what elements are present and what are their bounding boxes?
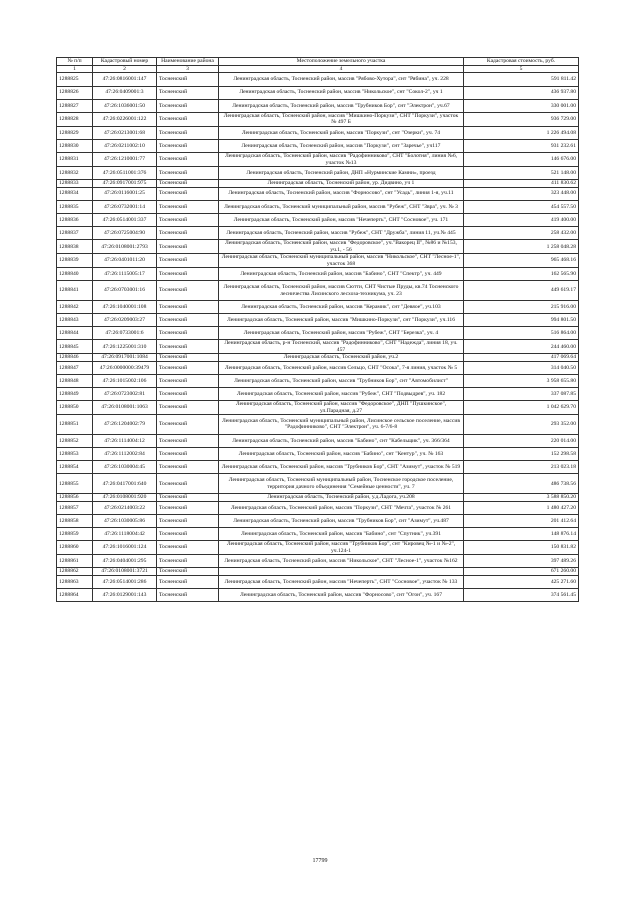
district-name: Тосненский [157,73,219,86]
cadastral-number: 47:26:0108001:1063 [93,401,157,415]
district-name: Тосненский [157,300,219,313]
cadastral-number: 47:26:1204002:79 [93,415,157,435]
row-number: 1288829 [57,126,93,139]
district-name: Тосненский [157,86,219,99]
location: Ленинградская область, Тосненский район, массив "Форносово", снт "Огон", уч. 167 [219,588,464,601]
cadastral-number: 47:26:0417001:640 [93,474,157,494]
location: Ленинградская область, Тосненский район, массив "Рубеж", СНТ "Березка", уч. 4 [219,327,464,340]
row-number: 1288857 [57,501,93,514]
cadastral-number: 47:26:1015002:106 [93,374,157,387]
row-number: 1288843 [57,314,93,327]
cadastral-value: 314 040.50 [464,361,579,374]
location: Ленинградская область, Тосненский район, массив "Поркузи", снт "Заречье", уч117 [219,139,464,152]
table-row [57,227,579,240]
table-row [57,340,579,354]
cadastral-value: 936 729.00 [464,112,579,126]
cadastral-value: 3 958 655.80 [464,374,579,387]
cadastral-number: 47:26:0108001:2793 [93,240,157,254]
location: Ленинградская область, Тосненский район, массив "Поркузи", снт "Озерки", уч. 74 [219,126,464,139]
cadastral-value: 417 069.64 [464,354,579,361]
row-number: 1288846 [57,354,93,361]
district-name: Тосненский [157,213,219,226]
row-number: 1288840 [57,267,93,280]
cadastral-value: 486 738.56 [464,474,579,494]
header-location: Местоположение земельного участка [219,58,464,66]
location: Ленинградская область, р-н Тосненский, массив "Радофинниково", СНТ "Надежда", линия 18, уч. 457 [219,340,464,354]
cadastral-number: 47:26:0917001:1084 [93,354,157,361]
row-number: 1288861 [57,555,93,568]
table-row [57,555,579,568]
location: Ленинградская область, Тосненский район, массив "Радофинниково", СНТ "Болотня", линия №6, участок №13 [219,153,464,167]
cadastral-value: 1 042 629.70 [464,401,579,415]
district-name: Тосненский [157,187,219,200]
cadastral-value: 152 298.58 [464,448,579,461]
cadastral-value: 965 468.16 [464,254,579,268]
row-number: 1288864 [57,588,93,601]
row-number: 1288832 [57,166,93,179]
cadastral-number: 47:26:0108001:3721 [93,568,157,575]
column-number: 5 [464,66,579,73]
table-row [57,300,579,313]
row-number: 1288851 [57,415,93,435]
row-number: 1288855 [57,474,93,494]
location: Ленинградская область, Тосненский муниципальный район, Тосненское городское поселение, территория дачного объединения "Семейные ценности", уч. 7 [219,474,464,494]
row-number: 1288854 [57,461,93,474]
cadastral-number: 47:26:0401011:20 [93,254,157,268]
cadastral-value: 374 561.45 [464,588,579,601]
district-name: Тосненский [157,153,219,167]
district-name: Тосненский [157,461,219,474]
cadastral-value: 994 801.50 [464,314,579,327]
location: Ленинградская область, Тосненский район, массив "Бабино", снт "Кабельщик", уч. 366/364 [219,434,464,447]
table-row [57,474,579,494]
cadastral-number: 47:26:1030004:45 [93,461,157,474]
row-number: 1288839 [57,254,93,268]
row-number: 1288847 [57,361,93,374]
table-row [57,494,579,501]
district-name: Тосненский [157,568,219,575]
row-number: 1288863 [57,575,93,588]
row-number: 1288848 [57,374,93,387]
cadastral-value: 201 412.64 [464,514,579,527]
cadastral-value: 1 258 048.28 [464,240,579,254]
district-name: Тосненский [157,166,219,179]
district-name: Тосненский [157,501,219,514]
cadastral-value: 1 480 427.20 [464,501,579,514]
cadastral-value: 397 489.26 [464,555,579,568]
table-row [57,568,579,575]
cadastral-value: 323 448.00 [464,187,579,200]
cadastral-value: 454 557.50 [464,200,579,213]
location: Ленинградская область, Тосненский район, массив "Бабино", снт "Спутник", уч.391 [219,528,464,541]
cadastral-value: 330 001.00 [464,99,579,112]
table-row [57,187,579,200]
table-row [57,314,579,327]
cadastral-value: 931 232.61 [464,139,579,152]
table-row [57,153,579,167]
cadastral-value: 521 148.00 [464,166,579,179]
table-row [57,374,579,387]
column-number-row [57,66,579,73]
district-name: Тосненский [157,388,219,401]
cadastral-number: 47:26:0000000:39479 [93,361,157,374]
cadastral-value: 3 588 850.20 [464,494,579,501]
district-name: Тосненский [157,494,219,501]
row-number: 1288853 [57,448,93,461]
cadastral-number: 47:26:0733001:6 [93,327,157,340]
location: Ленинградская область, Тосненский район, массив "Трубников Бор", СНТ "Азимут", участок № 519 [219,461,464,474]
cadastral-number: 47:26:1210001:77 [93,153,157,167]
location: Ленинградская область, Тосненский район, массив "Нечеперть", СНТ "Сосновое", участок № 133 [219,575,464,588]
cadastral-number: 47:26:1112002:84 [93,448,157,461]
location: Ленинградская область, Тосненский район, массив "Рябово-Хутора", снт "Рябина", уч. 228 [219,73,464,86]
district-name: Тосненский [157,401,219,415]
table-body [57,73,579,602]
table-row [57,112,579,126]
cadastral-number: 47:26:0209003:27 [93,314,157,327]
table-row [57,281,579,301]
district-name: Тосненский [157,448,219,461]
location [219,568,464,575]
cadastral-value: 150 831.82 [464,541,579,555]
table-row [57,501,579,514]
table-row [57,528,579,541]
district-name: Тосненский [157,588,219,601]
district-name: Тосненский [157,415,219,435]
cadastral-number: 47:26:0409001:3 [93,86,157,99]
cadastral-value: 146 676.00 [464,153,579,167]
row-number: 1288836 [57,213,93,226]
table-row [57,180,579,187]
table-row [57,354,579,361]
location: Ленинградская область, Тосненский район, массив "Мишкино-Поркузи", снт "Поркузи", уч.116 [219,314,464,327]
cadastral-number: 47:26:1114004:12 [93,434,157,447]
header-row [57,58,579,66]
table-row [57,415,579,435]
district-name: Тосненский [157,541,219,555]
row-number: 1288860 [57,541,93,555]
location: Ленинградская область, Тосненский район, массив "Бабино", СНТ "Спектр", уч. 449 [219,267,464,280]
district-name: Тосненский [157,474,219,494]
district-name: Тосненский [157,514,219,527]
district-name: Тосненский [157,180,219,187]
row-number: 1288844 [57,327,93,340]
row-number: 1288845 [57,340,93,354]
location: Ленинградская область, Тосненский район, массив "Никольское", СНТ "Лесное-1", участок №162 [219,555,464,568]
row-number: 1288856 [57,494,93,501]
location: Ленинградская область, Тосненский район, массив Сельцо, СНТ "Осока", 7-я линия, участок № 5 [219,361,464,374]
table-row [57,434,579,447]
cadastral-value: 148 876.14 [464,528,579,541]
table-row [57,73,579,86]
table-row [57,327,579,340]
cadastral-number: 47:26:1036001:50 [93,99,157,112]
district-name: Тосненский [157,354,219,361]
district-name: Тосненский [157,99,219,112]
row-number: 1288837 [57,227,93,240]
cadastral-number: 47:26:0214003:22 [93,501,157,514]
location: Ленинградская область, Тосненский район, массив "Рубеж", СНТ "Подвыдрев", уч. 182 [219,388,464,401]
cadastral-number: 47:26:0213001:68 [93,126,157,139]
table-row [57,514,579,527]
cadastral-value: 425 271.60 [464,575,579,588]
row-number: 1288842 [57,300,93,313]
column-number: 2 [93,66,157,73]
cadastral-value: 1 226 494.08 [464,126,579,139]
district-name: Тосненский [157,240,219,254]
row-number: 1288835 [57,200,93,213]
location: Ленинградская область, Тосненский район, массив "Никольское", снт "Сокол-2", уч 1 [219,86,464,99]
header-cadastral-number: Кадастровый номер [93,58,157,66]
header-cadastral-value: Кадастровая стоимость, руб. [464,58,579,66]
district-name: Тосненский [157,575,219,588]
cadastral-number: 47:26:0404001:295 [93,555,157,568]
location: Ленинградская область, Тосненский район, ур. Дидвино, уч 1 [219,180,464,187]
table-row [57,86,579,99]
table-row [57,240,579,254]
cadastral-number: 47:26:1030005:86 [93,514,157,527]
cadastral-number: 47:26:0514001:286 [93,575,157,588]
row-number: 1288858 [57,514,93,527]
table-row [57,388,579,401]
table-row [57,166,579,179]
district-name: Тосненский [157,434,219,447]
column-number: 4 [219,66,464,73]
cadastral-value: 215 916.00 [464,300,579,313]
column-number: 1 [57,66,93,73]
cadastral-number: 47:26:0703001:16 [93,281,157,301]
location: Ленинградская область, Тосненский район, массив "Форносово", снт "Усадь", линия 1-я, уч.11 [219,187,464,200]
location: Ленинградская область, Тосненский район, массив "Нечеперть", СНТ "Сосновое", уч. 171 [219,213,464,226]
district-name: Тосненский [157,327,219,340]
cadastral-number: 47:26:0732001:14 [93,200,157,213]
cadastral-value: 213 023.18 [464,461,579,474]
cadastral-value: 162 565.90 [464,267,579,280]
location: Ленинградская область, Тосненский район, массив "Керамик", снт "Девяое", уч.103 [219,300,464,313]
header-district: Наименование района [157,58,219,66]
table-row [57,139,579,152]
cadastral-number: 47:26:0129001:143 [93,588,157,601]
cadastral-number: 47:26:1040001:108 [93,300,157,313]
location: Ленинградская область, Тосненский район, массив "Федоровское", уч."Вакорец II", №86 и №153, уч.1, - 56 [219,240,464,254]
district-name: Тосненский [157,555,219,568]
cadastral-value: 591 811.42 [464,73,579,86]
table-row [57,200,579,213]
district-name: Тосненский [157,254,219,268]
location: Ленинградская область, Тосненский район, уч.2 [219,354,464,361]
column-number: 3 [157,66,219,73]
row-number: 1288834 [57,187,93,200]
cadastral-value: 244 460.00 [464,340,579,354]
table-row [57,575,579,588]
page-number: 17799 [312,858,328,864]
row-number: 1288849 [57,388,93,401]
table-row [57,401,579,415]
row-number: 1288828 [57,112,93,126]
cadastral-number: 47:26:1225001:310 [93,340,157,354]
location: Ленинградская область, Тосненский район, массив "Федоровское", ДНП "Пушкинское", ул.Парадная, д.27 [219,401,464,415]
row-number: 1288852 [57,434,93,447]
table-row [57,461,579,474]
cadastral-value: 436 937.80 [464,86,579,99]
location: Ленинградская область, Тосненский район, массив "Бабино", снт "Кентур", уч. № 163 [219,448,464,461]
row-number: 1288826 [57,86,93,99]
table-row [57,99,579,112]
cadastral-value: 337 087.85 [464,388,579,401]
district-name: Тосненский [157,528,219,541]
cadastral-value: 419 400.00 [464,213,579,226]
cadastral-number: 47:26:0723002:81 [93,388,157,401]
row-number: 1288833 [57,180,93,187]
cadastral-number: 47:26:0211002:10 [93,139,157,152]
cadastral-value: 293 352.00 [464,415,579,435]
cadastral-value: 516 864.00 [464,327,579,340]
cadastral-number: 47:26:0511001:376 [93,166,157,179]
cadastral-value: 411 830.62 [464,180,579,187]
location: Ленинградская область, Тосненский район, массив "Поркузи", СНТ "Мечта", участок № 261 [219,501,464,514]
cadastral-number: 47:26:0917001:975 [93,180,157,187]
table-row [57,254,579,268]
table-row [57,213,579,226]
table-row [57,448,579,461]
cadastral-number: 47:26:0108001:920 [93,494,157,501]
row-number: 1288825 [57,73,93,86]
district-name: Тосненский [157,314,219,327]
district-name: Тосненский [157,200,219,213]
cadastral-number: 47:26:1118004:42 [93,528,157,541]
cadastral-number: 47:26:0116001:25 [93,187,157,200]
row-number: 1288838 [57,240,93,254]
cadastral-number: 47:26:0514001:337 [93,213,157,226]
cadastral-number: 47:26:0816001:147 [93,73,157,86]
district-name: Тосненский [157,126,219,139]
location: Ленинградская область, Тосненский муниципальный район, Лисинское сельское поселение, массив "Радофинниково", СНТ "Электрон", уч. 6-7/6-8 [219,415,464,435]
cadastral-table [56,57,579,602]
row-number: 1288841 [57,281,93,301]
location: Ленинградская область, Тосненский район, массив "Трубников Бор", снт "Азимут", уч.487 [219,514,464,527]
location: Ленинградская область, Тосненский район, массив "Рубеж", СНТ "Дружба", линия 11, уч.№ 445 [219,227,464,240]
cadastral-number: 47:26:1016001:124 [93,541,157,555]
table-row [57,541,579,555]
table-row [57,267,579,280]
cadastral-value: 671 260.00 [464,568,579,575]
cadastral-value: 220 014.00 [464,434,579,447]
location: Ленинградская область, Тосненский район, массив "Трубников Бор", снт "Кировец №-1 и №-2", уч.124-1 [219,541,464,555]
cadastral-value: 449 619.17 [464,281,579,301]
table-row [57,126,579,139]
table-row [57,361,579,374]
row-number: 1288862 [57,568,93,575]
location: Ленинградская область, Тосненский муниципальный район, массив "Никольское", СНТ "Лесное-1", участок 368 [219,254,464,268]
location: Ленинградская область, Тосненский район, у.д.Ладога, уч.208 [219,494,464,501]
table-row [57,588,579,601]
cadastral-value-sheet [56,57,578,602]
district-name: Тосненский [157,374,219,387]
location: Ленинградская область, Тосненский муниципальный район, массив "Рубеж", СНТ "Звра", уч. № 3 [219,200,464,213]
cadastral-number: 47:26:0725004:90 [93,227,157,240]
district-name: Тосненский [157,267,219,280]
cadastral-value: 258 432.00 [464,227,579,240]
row-number: 1288830 [57,139,93,152]
location: Ленинградская область, Тосненский район, массив "Трубников Бор", снт "Автомобилист" [219,374,464,387]
district-name: Тосненский [157,281,219,301]
district-name: Тосненский [157,361,219,374]
cadastral-number: 47:26:1115005:17 [93,267,157,280]
location: Ленинградская область, Тосненский район, массив "Трубников Бор", снт "Электрон", уч.67 [219,99,464,112]
row-number: 1288850 [57,401,93,415]
district-name: Тосненский [157,112,219,126]
header-number: № п/п [57,58,93,66]
row-number: 1288859 [57,528,93,541]
row-number: 1288831 [57,153,93,167]
location: Ленинградская область, Тосненский район, ДНП «Нурминские Камни», проезд [219,166,464,179]
location: Ленинградская область, Тосненский район, массив Сютти, СНТ Чистые Пруды, кв.74 Тосненского лесничества Лисинского лесхоза-техникума, уч. 23 [219,281,464,301]
district-name: Тосненский [157,340,219,354]
row-number: 1288827 [57,99,93,112]
district-name: Тосненский [157,227,219,240]
cadastral-number: 47:26:0226001:122 [93,112,157,126]
district-name: Тосненский [157,139,219,152]
location: Ленинградская область, Тосненский район, массив "Мишкино-Поркузи", СНТ "Поркузи", участок № 497 Б [219,112,464,126]
